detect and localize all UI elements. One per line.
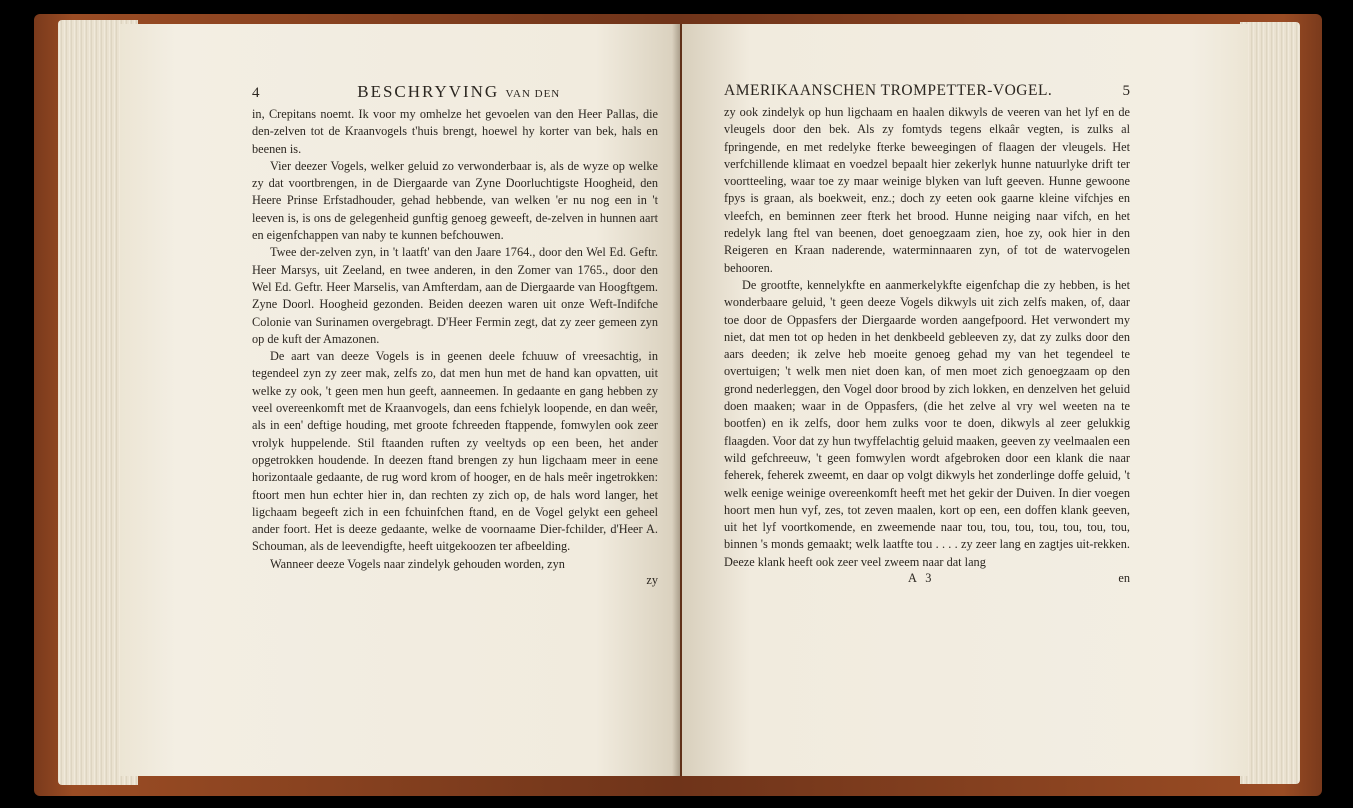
catch-line-left (252, 573, 658, 588)
page-edges-right (1240, 22, 1300, 784)
paragraph: Wanneer deeze Vogels naar zindelyk gehouden worden, zyn (270, 556, 565, 571)
left-page (120, 24, 680, 776)
paragraph: in, Crepitans noemt. Ik voor my omhelze het gevoelen van den Heer Pallas, die den-zelven tot de Kraanvogels t'huis brengt, hoewel hy korter van bek, hals en beenen is. (252, 107, 658, 156)
signature-mark: A 3 (907, 571, 935, 586)
paragraph: zy ook zindelyk op hun ligchaam en haalen dikwyls de veeren van het lyf en de vleugels door den bek. Als zy fomtyds tegens elkaâr vegten, is zulks al fpringende, en met redelyke fterke beweegingen of flaagen der vleugels. Het verfchillende klimaat en voedzel bepaalt hier zekerlyk hunne natuurlyke drift ter voortteeling, waar toe zy maar weinige blyken van luft geeven. Hunne gewoone fpys is graan, als boekweit, enz.; doch zy eeten ook gaarne kleine vifchjes en vleefch, en beminnen zeer fterk het brood. Hunne neiging naar vifch, en het redelyk lang ftel van beenen, doet genoegzaam zien, hoe zy, ook hier in den Reigeren en Kraan naderende, waterminnaaren zyn, of tot de watervogelen behooren. (724, 105, 1130, 275)
running-title-right: AMERIKAANSCHEN TROMPETTER-VOGEL. (724, 82, 1053, 99)
page-number-right: 5 (1122, 83, 1130, 99)
running-title-main: BESCHRYVING (357, 82, 500, 101)
running-head-left (252, 82, 658, 102)
catchword-right: en (1118, 571, 1130, 586)
running-title-van-den: VAN DEN (505, 88, 561, 100)
paragraph: De grootfte, kennelykfte en aanmerkelykfte eigenfchap die zy hebben, is het wonderbaare geluid, 't geen deeze Vogels dikwyls uit zich zelfs maken, of, daar toe door de Oppasfers der Diergaarde worden aangefpoord. Het verwondert my niet, dat men tot op heden in het denkbeeld gebleeven zy, dat zy zulks door den aars deeden; ik zelve heb moeite genoeg gehad my van het tegendeel te overtuigen; 't welk men niet doen kan, of men moet zich genoegzaam op den grond nederleggen, den Vogel door brood by zich lokken, en denzelven het geluid doen maaken; waar in de Oppasfers, (die het zelve al vry wel weeten na te bootfen) en ik zelfs, door hem zulks voor te doen, dikwyls al zeer gelukkig flaagden. Voor dat zy hun twyffelachtig geluid maaken, geeven zy veelmaalen een wild gefchreeuw, 't geen fomwylen wordt afgebroken door een klank die naar feherek, feherek zweemt, en daar op volgt dikwyls het zonderlinge doffe geluid, 't welk eenige weinige overeenkomft heeft met het gekir der Duiven. In dier voegen hoort men hun vyf, zes, tot zeven maalen, kort op een, een doffen klank geeven, uit het lyf voortkomende, en zweemende naar tou, tou, tou, tou, tou, tou, tou, binnen 's monds gemaakt; welk laatfte tou . . . . zy zeer lang en zagtjes uit-rekken. Deeze klank heeft ook zeer veel zweem naar dat lang (724, 277, 1130, 569)
right-page (682, 24, 1248, 776)
catch-line-right (724, 571, 1130, 586)
right-body-text (724, 104, 1130, 571)
paragraph: Vier deezer Vogels, welker geluid zo verwonderbaar is, als de wyze op welke zy dat voortbrengen, in de Diergaarde van Zyne Doorluchtigste Hoogheid, den Heere Prinse Erfstadhouder, gehad hebbende, van welken 'er nu nog een in 't leeven is, is ons de gelegenheid gunftig genoeg geweeft, de-zelven in hunnen aart en eigenfchappen van naby te kunnen befchouwen. (252, 158, 658, 243)
paragraph: Twee der-zelven zyn, in 't laatft' van den Jaare 1764., door den Wel Ed. Geftr. Heer Marsys, uit Zeeland, en twee anderen, in den Zomer van 1765., door den Wel Ed. Geftr. Heer Marselis, van Amfterdam, aan de Diergaarde van Hoogftgem. Zyne Doorl. Hoogheid gezonden. Beiden deezen waren uit onze Weft-Indifche Colonie van Surinamen overgebragt. D'Heer Fermin zegt, dat zy zeer gemeen zyn op de kuft der Amazonen. (252, 245, 658, 346)
left-body-text (252, 106, 658, 573)
page-number-left: 4 (252, 85, 260, 101)
running-title-left (260, 82, 659, 102)
paragraph: De aart van deeze Vogels is in geenen deele fchuuw of vreesachtig, in tegendeel zyn zy zeer mak, zelfs zo, dat men hun met de hand kan opvatten, uit welke zy ook, 't geen men hun geeft, aanneemen. In gedaante en gang hebben zy veel overeenkomft met de Kraanvogels, dan eens fchielyk loopende, en dan weêr, als in een' deftige houding, met groote fchreeden ftappende, fomwylen ook zeer vrolyk huppelende. Stil ftaanden ruften zy veeltyds op een been, het ander opgetrokken houdende. In deezen ftand brengen zy hun ligchaam meer in eene horizontaale gedaante, de rug word krom of hooger, en de hals meêr ingetrokken: ftoort men hun echter hier in, dan rechten zy zich op, de hals word langer, het ligchaam begeeft zich in een fchuinfchen ftand, en de Vogel gelykt een geheel ander foort. Het is deeze gedaante, welke de voornaame Dier-fchilder, d'Heer A. Schouman, als de leevendigfte, heeft uitgekoozen ter afbeelding. (252, 349, 658, 554)
running-head-right (724, 82, 1130, 100)
catchword-left: zy (646, 573, 658, 588)
